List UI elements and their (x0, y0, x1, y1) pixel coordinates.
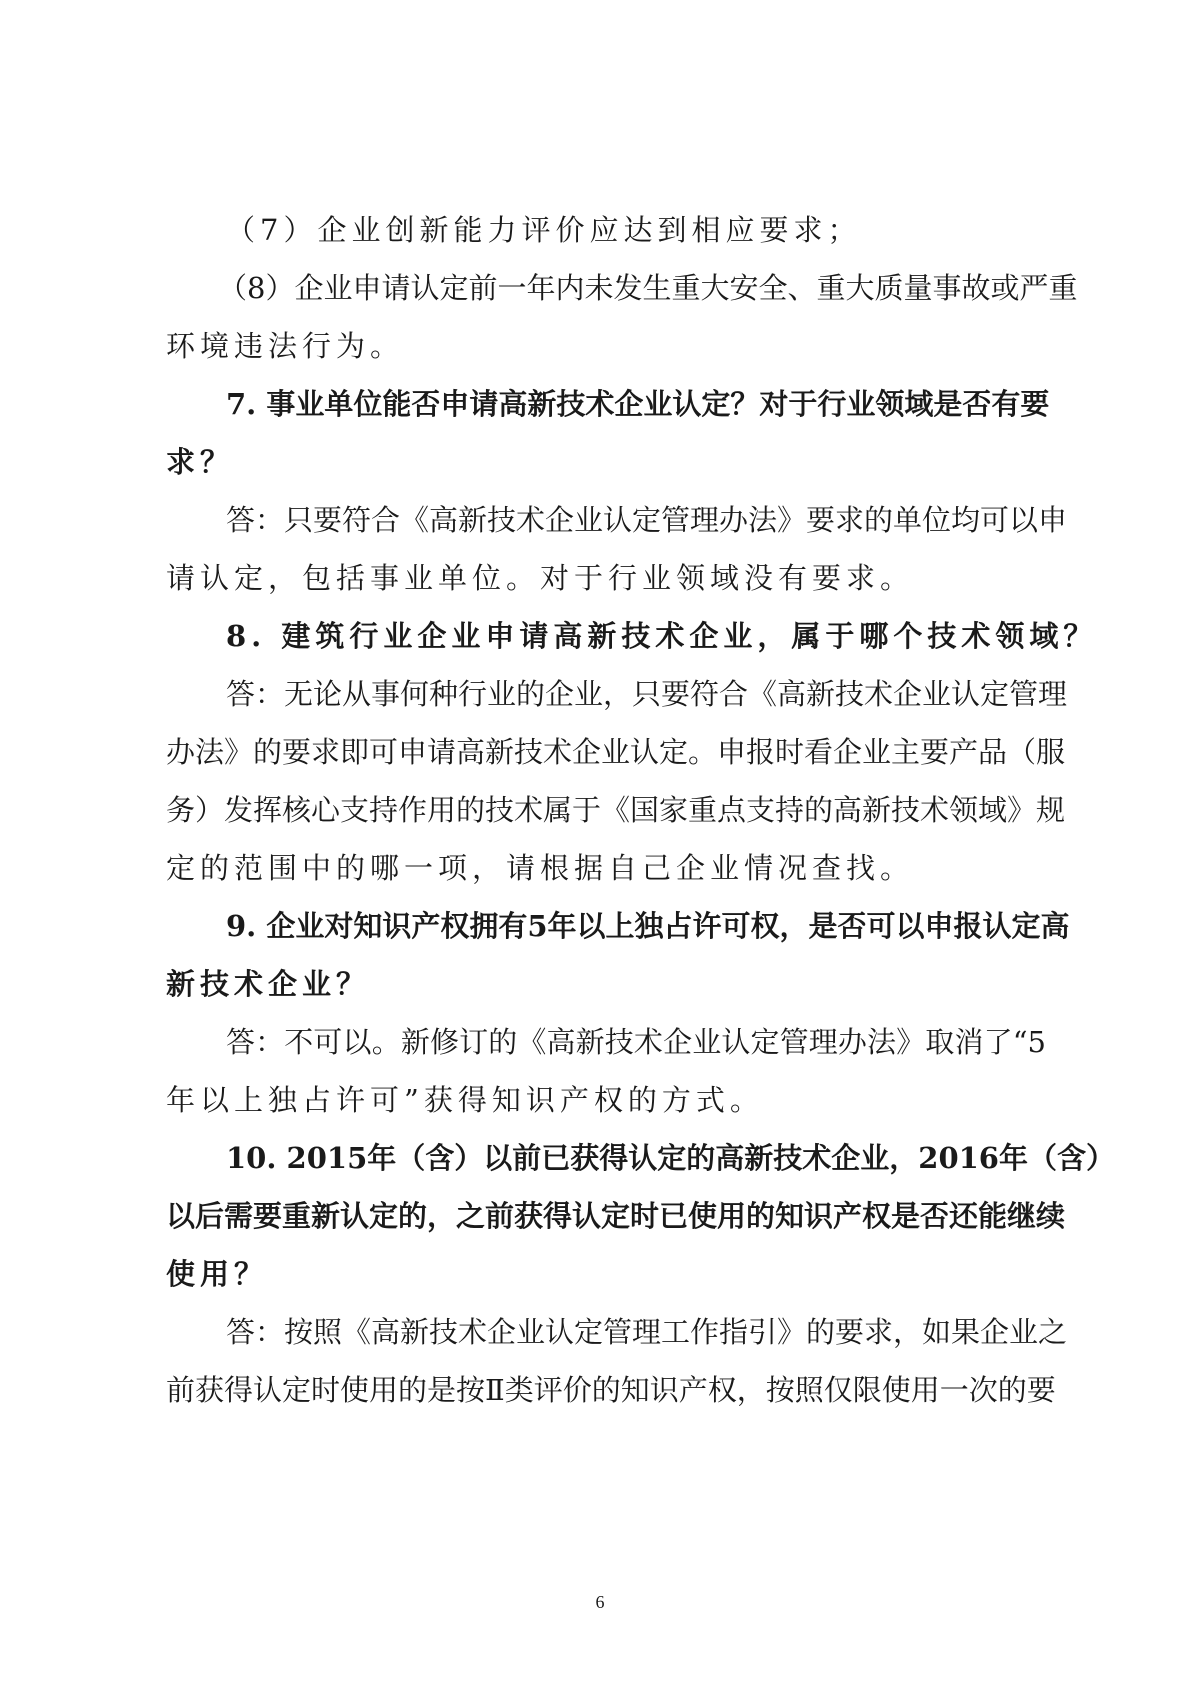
question-heading: 求？ (166, 445, 235, 479)
answer-line: 办法》的要求即可申请高新技术企业认定。申报时看企业主要产品（服 (166, 735, 1066, 769)
paragraph-line: （8）企业申请认定前一年内未发生重大安全、重大质量事故或严重 (218, 271, 1078, 305)
answer-line: 前获得认定时使用的是按Ⅱ类评价的知识产权，按照仅限使用一次的要 (166, 1373, 1056, 1407)
question-heading: 以后需要重新认定的，之前获得认定时已使用的知识产权是否还能继续 (166, 1199, 1066, 1233)
answer-line: 答：不可以。新修订的《高新技术企业认定管理办法》取消了“5 (226, 1025, 1046, 1059)
answer-line: 年以上独占许可”获得知识产权的方式。 (166, 1083, 764, 1117)
question-heading: 使用？ (166, 1257, 269, 1291)
question-heading: 新技术企业？ (166, 967, 371, 1001)
paragraph-line: 环境违法行为。 (166, 329, 405, 363)
question-heading: 8. 建筑行业企业申请高新技术企业，属于哪个技术领域？ (226, 619, 1098, 653)
paragraph-line: （7）企业创新能力评价应达到相应要求； (226, 213, 862, 247)
answer-line: 答：无论从事何种行业的企业，只要符合《高新技术企业认定管理 (226, 677, 1068, 711)
page-number: 6 (595, 1592, 605, 1612)
answer-line: 答：只要符合《高新技术企业认定管理办法》要求的单位均可以申 (226, 503, 1068, 537)
question-heading: 10. 2015年（含）以前已获得认定的高新技术企业，2016年（含） (226, 1141, 1115, 1175)
answer-line: 答：按照《高新技术企业认定管理工作指引》的要求，如果企业之 (226, 1315, 1068, 1349)
answer-line: 请认定，包括事业单位。对于行业领域没有要求。 (166, 561, 915, 595)
answer-line: 务）发挥核心支持作用的技术属于《国家重点支持的高新技术领域》规 (166, 793, 1066, 827)
question-heading: 7. 事业单位能否申请高新技术企业认定？对于行业领域是否有要 (226, 387, 1050, 421)
answer-line: 定的范围中的哪一项，请根据自己企业情况查找。 (166, 851, 915, 885)
question-heading: 9. 企业对知识产权拥有5年以上独占许可权，是否可以申报认定高 (226, 909, 1070, 943)
